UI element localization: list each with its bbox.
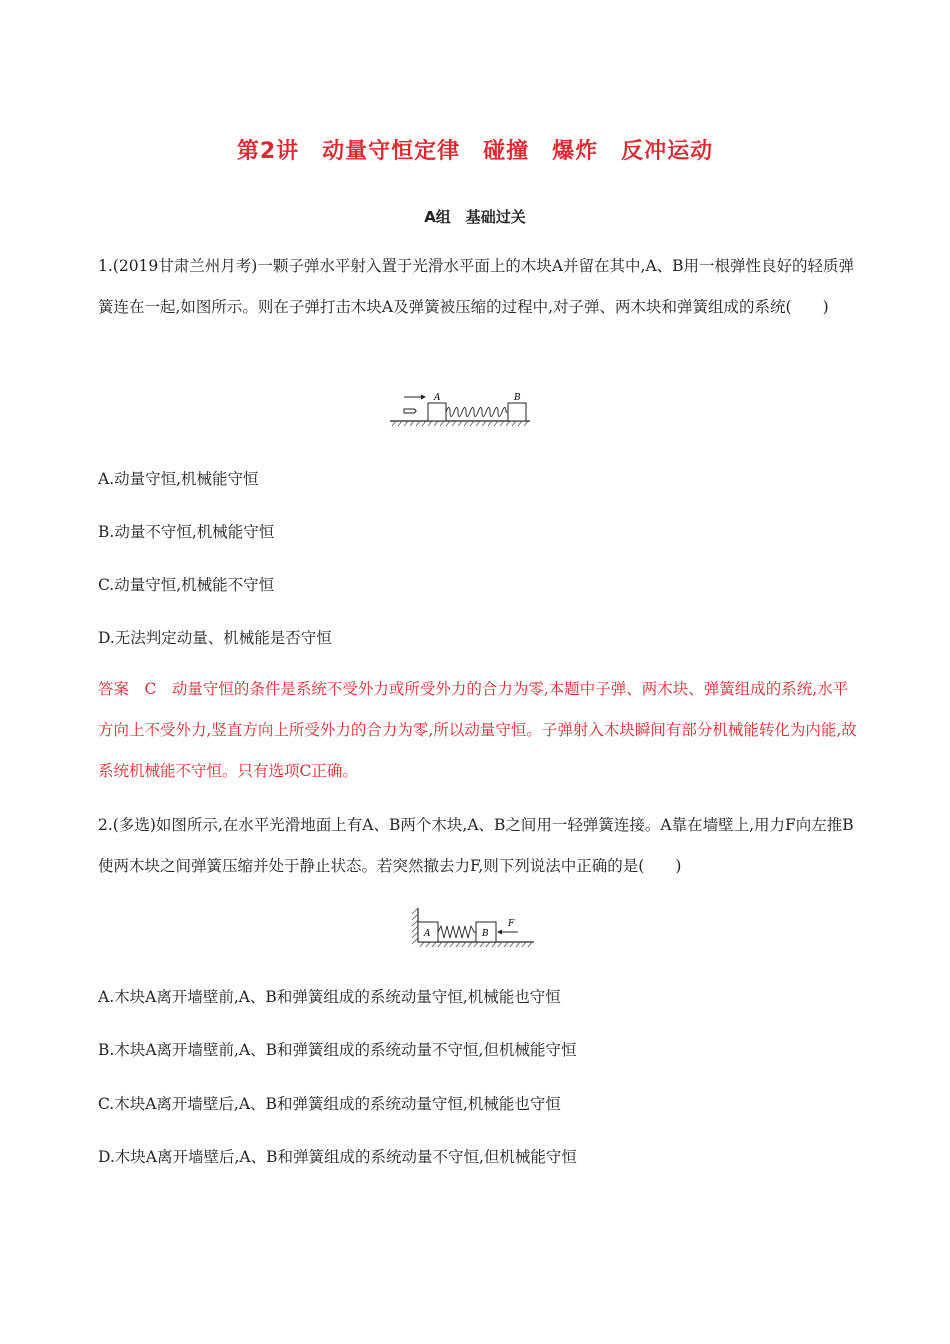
section-heading: A组 基础过关 <box>424 208 526 226</box>
q1-option-a: A.动量守恒,机械能守恒 <box>98 470 259 488</box>
question-2-stem: 2.(多选)如图所示,在水平光滑地面上有A、B两个木块,A、B之间用一轻弹簧连接。A靠在墙壁上,用力F向左推B使两木块之间弹簧压缩并处于静止状态。若突然撤去力F,则下列说法中正确的是( ) <box>98 816 854 875</box>
q1-option-b: B.动量不守恒,机械能守恒 <box>98 523 275 541</box>
q2-option-c: C.木块A离开墙壁后,A、B和弹簧组成的系统动量守恒,机械能也守恒 <box>98 1095 561 1113</box>
q2-option-d: D.木块A离开墙壁后,A、B和弹簧组成的系统动量不守恒,但机械能守恒 <box>98 1148 577 1166</box>
q1-option-d: D.无法判定动量、机械能是否守恒 <box>98 629 332 647</box>
question-1-figure <box>388 388 533 428</box>
page-title: 第2讲 动量守恒定律 碰撞 爆炸 反冲运动 <box>236 139 714 164</box>
q1-answer: 答案 C 动量守恒的条件是系统不受外力或所受外力的合力为零,本题中子弹、两木块、弹簧组成的系统,水平方向上不受外力,竖直方向上所受外力的合力为零,所以动量守恒。子弹射入木块瞬间有部分机械能转化为内能,故系统机械能不守恒。只有选项C正确。 <box>98 680 857 780</box>
figure-2-label-b: B <box>482 929 489 939</box>
question-2-figure <box>406 904 536 950</box>
figure-2-label-a: A <box>424 929 431 939</box>
q1-option-c: C.动量守恒,机械能不守恒 <box>98 576 275 594</box>
figure-1-label-b: B <box>514 393 521 403</box>
figure-2-label-f: F <box>508 919 515 929</box>
q2-option-a: A.木块A离开墙壁前,A、B和弹簧组成的系统动量守恒,机械能也守恒 <box>98 988 561 1006</box>
figure-1-label-a: A <box>434 393 441 403</box>
question-1-stem: 1.(2019甘肃兰州月考)一颗子弹水平射入置于光滑水平面上的木块A并留在其中,A、B用一根弹性良好的轻质弹簧连在一起,如图所示。则在子弹打击木块A及弹簧被压缩的过程中,对子弹、两木块和弹簧组成的系统( ) <box>98 257 855 316</box>
q2-option-b: B.木块A离开墙壁前,A、B和弹簧组成的系统动量不守恒,但机械能守恒 <box>98 1041 577 1059</box>
